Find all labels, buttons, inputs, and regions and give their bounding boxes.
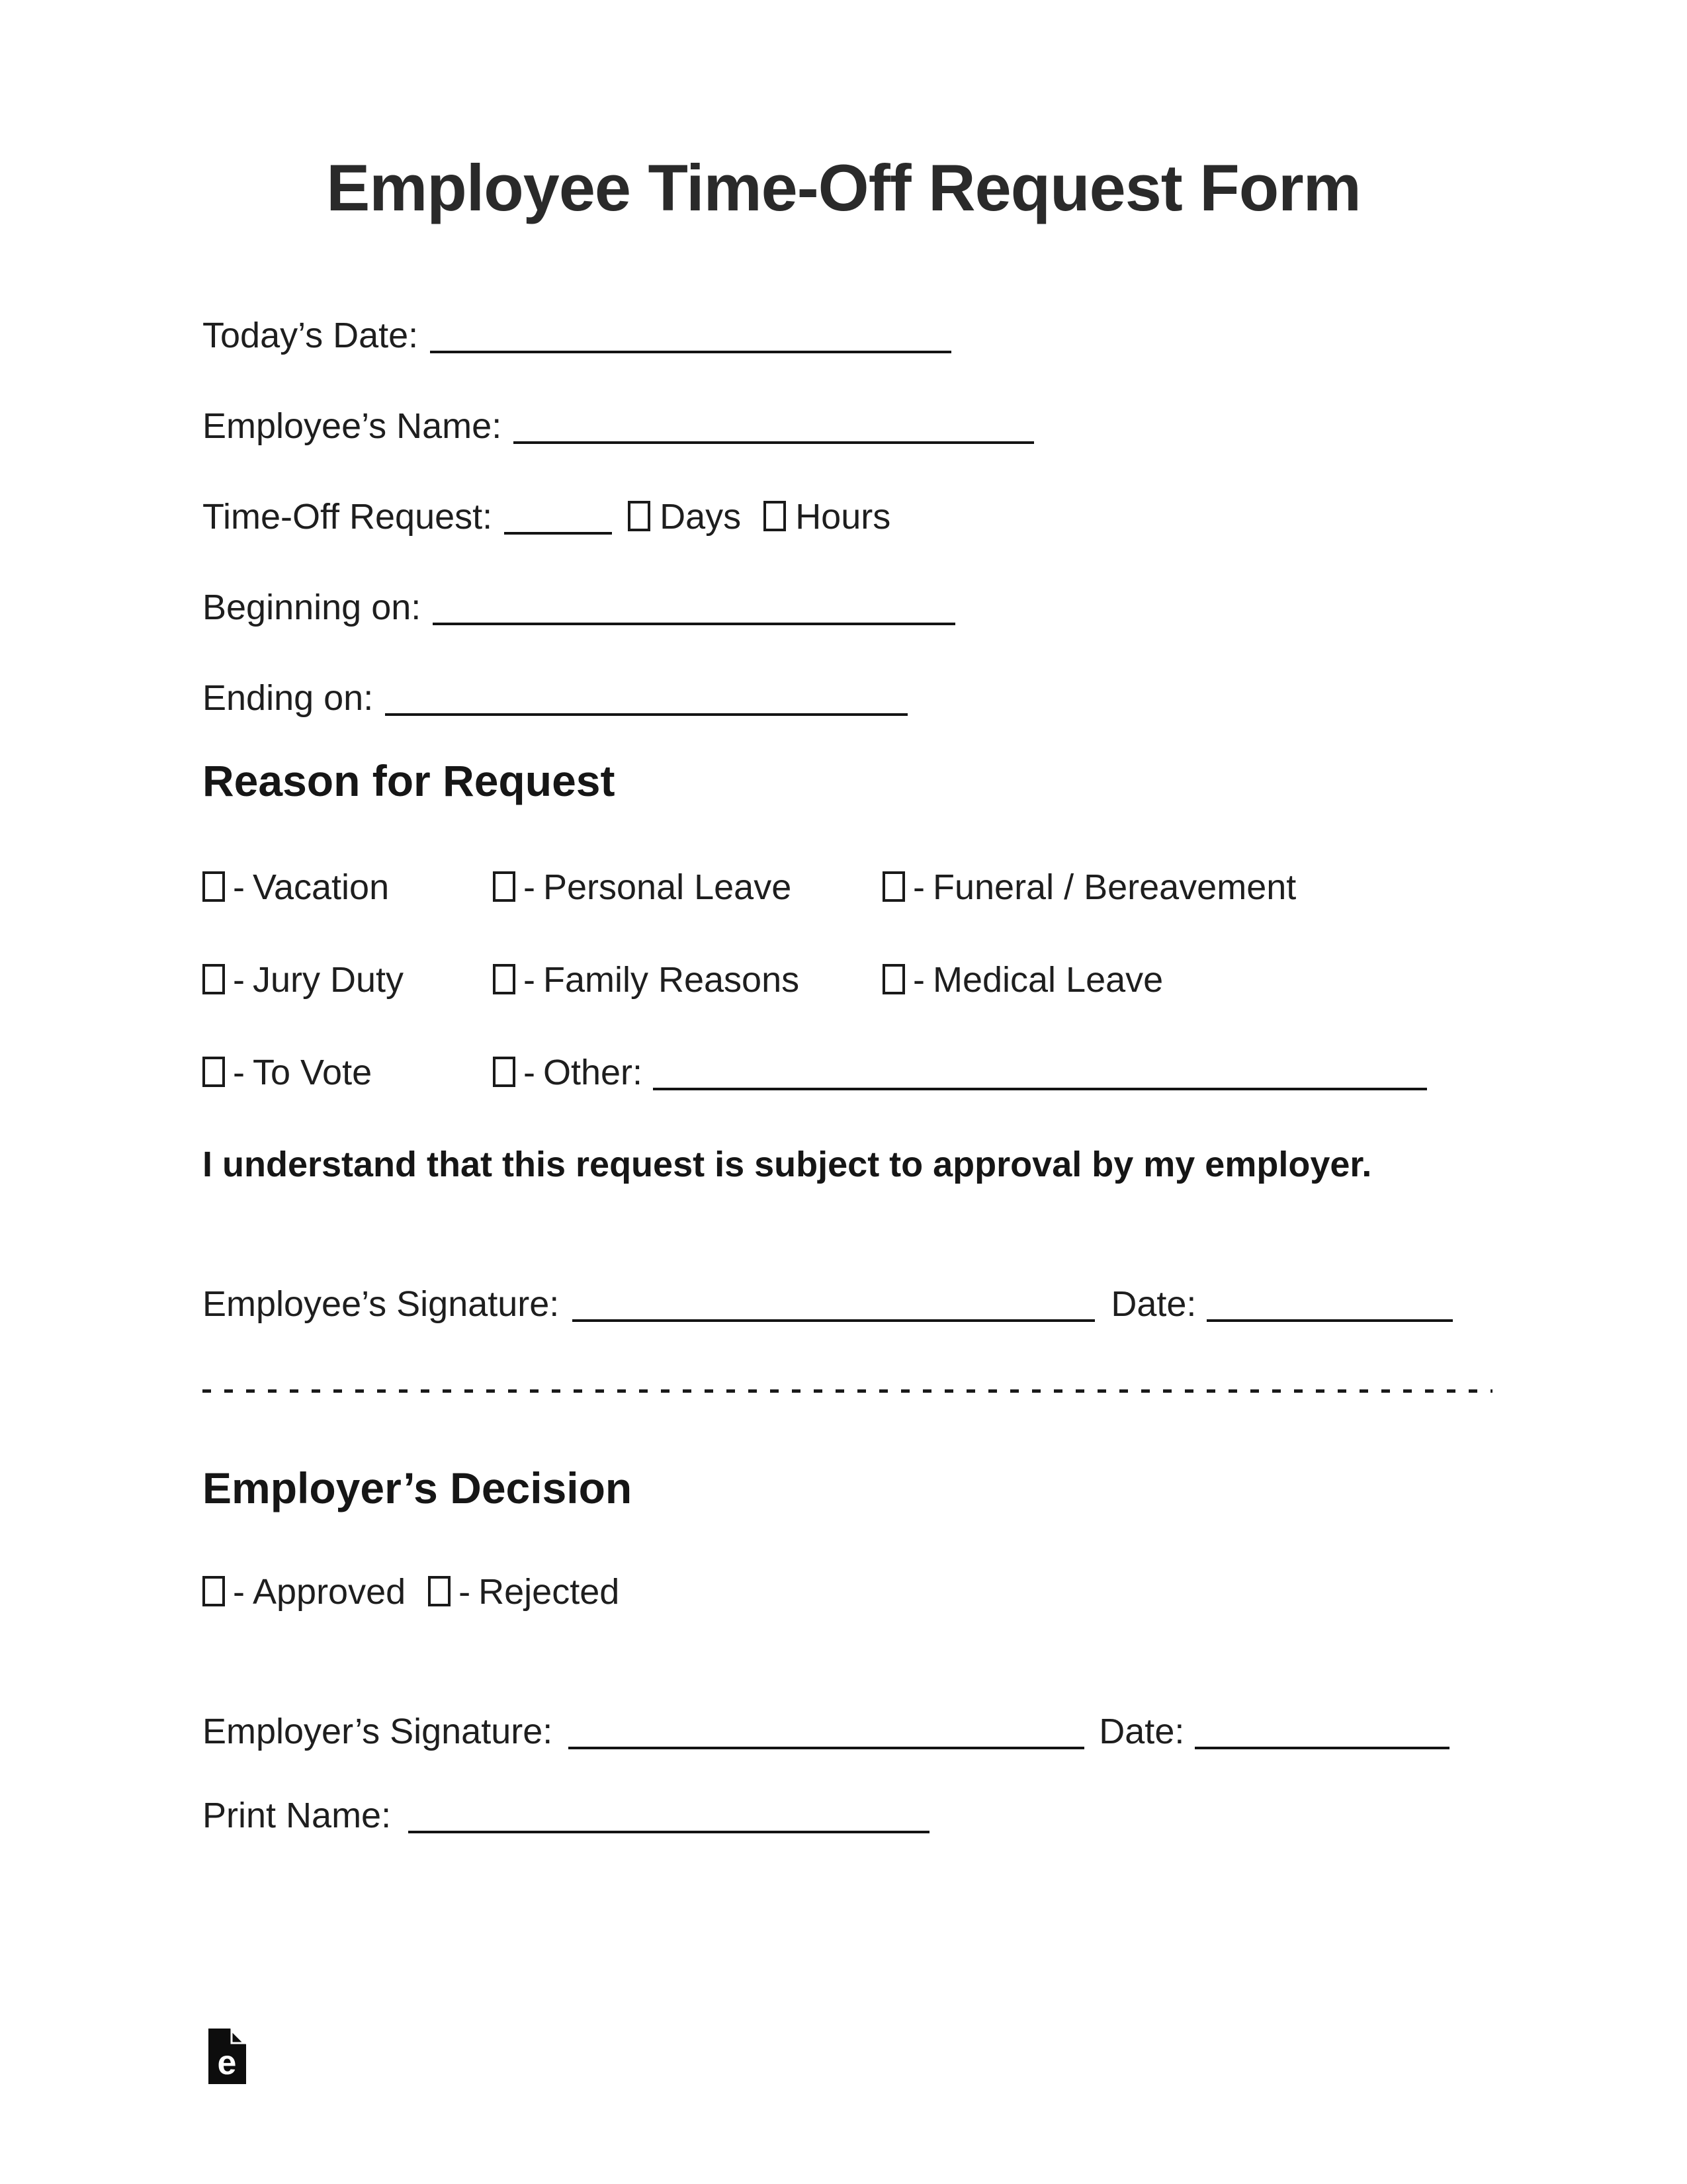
reason-item-medical-leave — [883, 961, 1163, 999]
reason-row-2 — [202, 961, 1163, 999]
print-name-row — [202, 1796, 930, 1835]
other-checkbox[interactable] — [493, 1057, 515, 1087]
dash-separator: - — [233, 960, 245, 1000]
decision-row — [202, 1573, 619, 1611]
time-off-request-row — [202, 498, 890, 536]
approved-label: Approved — [252, 1572, 406, 1612]
reason-row-1 — [202, 868, 1296, 906]
beginning-on-row — [202, 588, 955, 627]
page-title: Employee Time-Off Request Form — [326, 151, 1361, 224]
vacation-checkbox[interactable] — [202, 871, 225, 902]
hours-label: Hours — [795, 497, 891, 537]
funeral-checkbox[interactable] — [883, 871, 905, 902]
beginning-on-blank-line[interactable] — [433, 595, 955, 625]
ending-on-label: Ending on: — [202, 678, 374, 718]
employee-signature-blank-line[interactable] — [572, 1291, 1095, 1322]
approved-checkbox[interactable] — [202, 1576, 225, 1606]
document-page-icon — [208, 2029, 246, 2084]
reason-item-personal-leave — [493, 868, 883, 906]
print-name-blank-line[interactable] — [408, 1803, 930, 1833]
reason-item-family-reasons — [493, 961, 883, 999]
reason-row-3 — [202, 1053, 1427, 1092]
dash-separator: - — [523, 960, 535, 1000]
jury-duty-checkbox[interactable] — [202, 964, 225, 994]
employer-signature-row — [202, 1712, 1449, 1751]
employer-date-blank-line[interactable] — [1195, 1719, 1449, 1749]
reason-item-vacation — [202, 868, 493, 906]
employer-signature-label: Employer’s Signature: — [202, 1712, 553, 1751]
rejected-label: Rejected — [478, 1572, 620, 1612]
reason-section-heading: Reason for Request — [202, 756, 615, 805]
eforms-logo — [208, 2029, 246, 2087]
todays-date-label: Today’s Date: — [202, 316, 419, 355]
dash-separator: - — [458, 1572, 471, 1612]
print-name-label: Print Name: — [202, 1796, 392, 1835]
dash-separator: - — [523, 1053, 535, 1092]
employee-signature-label: Employee’s Signature: — [202, 1284, 560, 1324]
reason-item-to-vote — [202, 1053, 493, 1092]
medical-leave-label: Medical Leave — [932, 960, 1164, 1000]
dash-separator: - — [913, 867, 925, 907]
dash-separator: - — [233, 1572, 245, 1612]
family-reasons-checkbox[interactable] — [493, 964, 515, 994]
other-blank-line[interactable] — [653, 1060, 1427, 1090]
ending-on-blank-line[interactable] — [385, 685, 908, 716]
employer-date-label: Date: — [1099, 1712, 1185, 1751]
employees-name-blank-line[interactable] — [513, 414, 1034, 444]
todays-date-blank-line[interactable] — [430, 323, 951, 353]
beginning-on-label: Beginning on: — [202, 588, 421, 627]
days-checkbox[interactable] — [628, 501, 650, 531]
employee-date-label: Date: — [1111, 1284, 1197, 1324]
dash-separator: - — [233, 867, 245, 907]
dash-separator: - — [233, 1053, 245, 1092]
employer-decision-heading: Employer’s Decision — [202, 1463, 632, 1512]
time-off-request-label: Time-Off Request: — [202, 497, 493, 537]
employee-date-blank-line[interactable] — [1207, 1291, 1453, 1322]
dashed-divider — [202, 1389, 1492, 1393]
vacation-label: Vacation — [252, 867, 390, 907]
personal-leave-label: Personal Leave — [542, 867, 792, 907]
days-label: Days — [660, 497, 742, 537]
reason-item-jury-duty — [202, 961, 493, 999]
employees-name-row — [202, 407, 1034, 445]
other-label: Other: — [542, 1053, 643, 1092]
dash-separator: - — [913, 960, 925, 1000]
acknowledgement-text: I understand that this request is subject to approval by my employer. — [202, 1145, 1372, 1184]
personal-leave-checkbox[interactable] — [493, 871, 515, 902]
funeral-label: Funeral / Bereavement — [932, 867, 1297, 907]
reason-item-other — [493, 1053, 1427, 1092]
dash-separator: - — [523, 867, 535, 907]
logo-letter: e — [217, 2044, 237, 2082]
family-reasons-label: Family Reasons — [542, 960, 800, 1000]
employer-signature-blank-line[interactable] — [568, 1719, 1084, 1749]
reason-item-funeral — [883, 868, 1296, 906]
medical-leave-checkbox[interactable] — [883, 964, 905, 994]
rejected-checkbox[interactable] — [428, 1576, 451, 1606]
hours-checkbox[interactable] — [763, 501, 786, 531]
jury-duty-label: Jury Duty — [252, 960, 404, 1000]
todays-date-row — [202, 316, 951, 355]
ending-on-row — [202, 679, 908, 717]
employee-signature-row — [202, 1285, 1453, 1323]
to-vote-checkbox[interactable] — [202, 1057, 225, 1087]
employees-name-label: Employee’s Name: — [202, 406, 502, 446]
time-off-amount-blank-line[interactable] — [504, 504, 612, 535]
to-vote-label: To Vote — [252, 1053, 372, 1092]
